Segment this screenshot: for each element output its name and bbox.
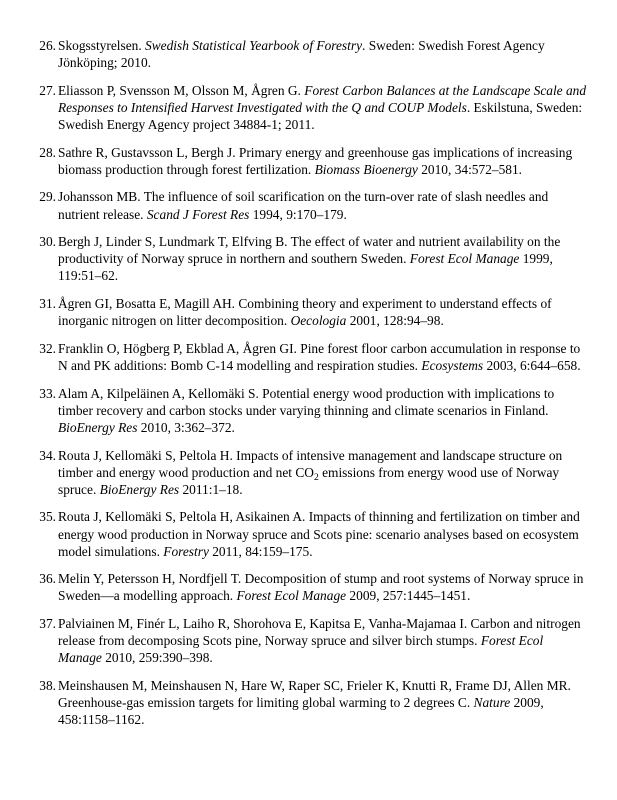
reference-item: 31. Ågren GI, Bosatta E, Magill AH. Combining theory and experiment to understand effects of inorganic nitrogen on litter decomposition. Oecologia 2001, 128:94–98. [0,295,617,329]
reference-item: 30. Bergh J, Linder S, Lundmark T, Elfving B. The effect of water and nutrient availability on the productivity of Norway spruce in northern and southern Sweden. Forest Ecol Manage 1999, 119:51–62. [0,233,617,284]
reference-item: 27. Eliasson P, Svensson M, Olsson M, Ågren G. Forest Carbon Balances at the Landscape Scale and Responses to Intensified Harvest Investigated with the Q and COUP Models. Eskilstuna, Sweden: Swedish Energy Agency project 34884-1; 2011. [0,82,617,133]
reference-number: 27. [39,82,56,98]
reference-number: 38. [39,677,56,693]
reference-item: 36. Melin Y, Petersson H, Nordfjell T. Decomposition of stump and root systems of Norway spruce in Sweden—a modelling approach. Forest Ecol Manage 2009, 257:1445–1451. [0,570,617,604]
reference-list [0,37,617,739]
reference-item: 37. Palviainen M, Finér L, Laiho R, Shorohova E, Kapitsa E, Vanha-Majamaa I. Carbon and nitrogen release from decomposing Scots pine, Norway spruce and silver birch stumps. Forest Ecol Manage 2010, 259:390–398. [0,615,617,666]
reference-item: 32. Franklin O, Högberg P, Ekblad A, Ågren GI. Pine forest floor carbon accumulation in response to N and PK additions: Bomb C-14 modelling and respiration studies. Ecosystems 2003, 6:644–658. [0,340,617,374]
reference-item: 28. Sathre R, Gustavsson L, Bergh J. Primary energy and greenhouse gas implications of increasing biomass production through forest fertilization. Biomass Bioenergy 2010, 34:572–581. [0,144,617,178]
reference-number: 37. [39,616,56,632]
reference-number: 31. [39,296,56,312]
reference-number: 30. [39,234,56,250]
reference-item: 26. Skogsstyrelsen. Swedish Statistical Yearbook of Forestry. Sweden: Swedish Forest Agency Jönköping; 2010. [0,37,617,71]
reference-number: 32. [39,340,56,356]
reference-number: 34. [39,447,56,463]
reference-number: 33. [39,385,56,401]
reference-item: 34. Routa J, Kellomäki S, Peltola H. Impacts of intensive management and landscape structure on timber and energy wood production and net $CO_2$ emissions from energy wood use of Norway spruce. BioEnergy Res 2011:1–18. [0,447,617,498]
reference-item: 35. Routa J, Kellomäki S, Peltola H, Asikainen A. Impacts of thinning and fertilization on timber and energy wood production in Norway spruce and Scots pine: scenario analyses based on ecosystem model simulations. Forestry 2011, 84:159–175. [0,508,617,559]
reference-number: 36. [39,571,56,587]
reference-item: 38. Meinshausen M, Meinshausen N, Hare W, Raper SC, Frieler K, Knutti R, Frame DJ, Allen MR. Greenhouse-gas emission targets for limiting global warming to 2 degrees C. Nature 2009, 458:1158–1162. [0,677,617,728]
reference-number: 29. [39,189,56,205]
reference-number: 28. [39,144,56,160]
reference-number: 26. [39,38,56,53]
reference-item: 33. Alam A, Kilpeläinen A, Kellomäki S. Potential energy wood production with implications to timber recovery and carbon stocks under varying thinning and climate scenarios in Finland. BioEnergy Res 2010, 3:362–372. [0,385,617,436]
reference-item: 29. Johansson MB. The influence of soil scarification on the turn-over rate of slash needles and nutrient release. Scand J Forest Res 1994, 9:170–179. [0,188,617,222]
reference-number: 35. [39,509,56,525]
